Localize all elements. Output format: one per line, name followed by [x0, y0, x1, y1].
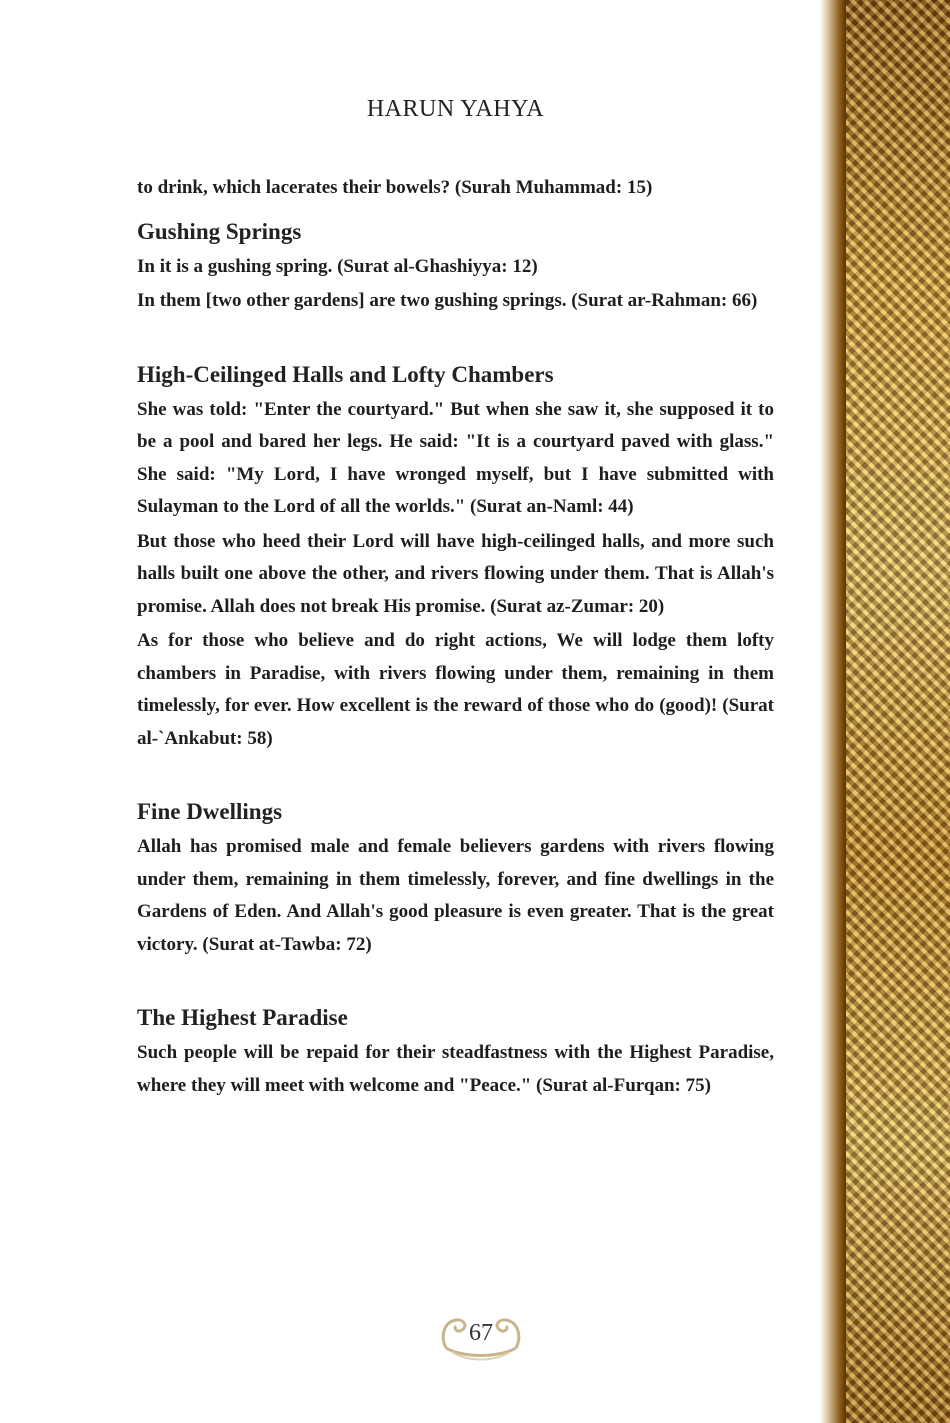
section-heading-highest-paradise: The Highest Paradise — [137, 1005, 348, 1030]
paragraph: As for those who believe and do right actions, We will lodge them lofty chambers in Paradise, with rivers flowing under them, remaining in them timelessly, for ever. How excellent is the reward of those who do (good)! (Surat al-`Ankabut: 58) — [137, 630, 774, 749]
paragraph: In them [two other gardens] are two gushing springs. (Surat ar-Rahman: 66) — [137, 290, 758, 311]
paragraph: to drink, which lacerates their bowels? (Surah Muhammad: 15) — [137, 177, 653, 198]
section-heading-gushing-springs: Gushing Springs — [137, 218, 302, 244]
running-header: HARUN YAHYA — [366, 96, 545, 122]
paragraph: In it is a gushing spring. (Surat al-Ghashiyya: 12) — [137, 255, 538, 277]
ornamental-border — [820, 0, 950, 1423]
page-number: 67 — [469, 1320, 493, 1346]
section-heading-fine-dwellings: Fine Dwellings — [137, 799, 283, 824]
border-shadow — [820, 0, 846, 1423]
paragraph: Such people will be repaid for their steadfastness with the Highest Paradise, where they will meet with welcome and "Peace." (Surat al-Furqan: 75) — [137, 1042, 774, 1096]
section-heading-high-ceilinged-halls: High-Ceilinged Halls and Lofty Chambers — [137, 361, 554, 387]
page-number-ornament — [438, 1306, 524, 1366]
paragraph: She was told: "Enter the courtyard." But when she saw it, she supposed it to be a pool and bared her legs. He said: "It is a courtyard paved with glass." She said: "My Lord, I have wronged myself, but I have submitted with Sulayman to the Lord of all the worlds." (Surat an-Naml: 44) — [137, 398, 774, 517]
page-body — [137, 172, 774, 1102]
paragraph: Allah has promised male and female believers gardens with rivers flowing under them, remaining in them timelessly, forever, and fine dwellings in the Gardens of Eden. And Allah's good pleasure is even greater. That is the great victory. (Surat at-Tawba: 72) — [137, 836, 774, 955]
arabesque-pattern — [846, 0, 950, 1423]
paragraph: But those who heed their Lord will have high-ceilinged halls, and more such halls built one above the other, and rivers flowing under them. That is Allah's promise. Allah does not break His promise. (Surat az-Zumar: 20) — [137, 530, 774, 617]
